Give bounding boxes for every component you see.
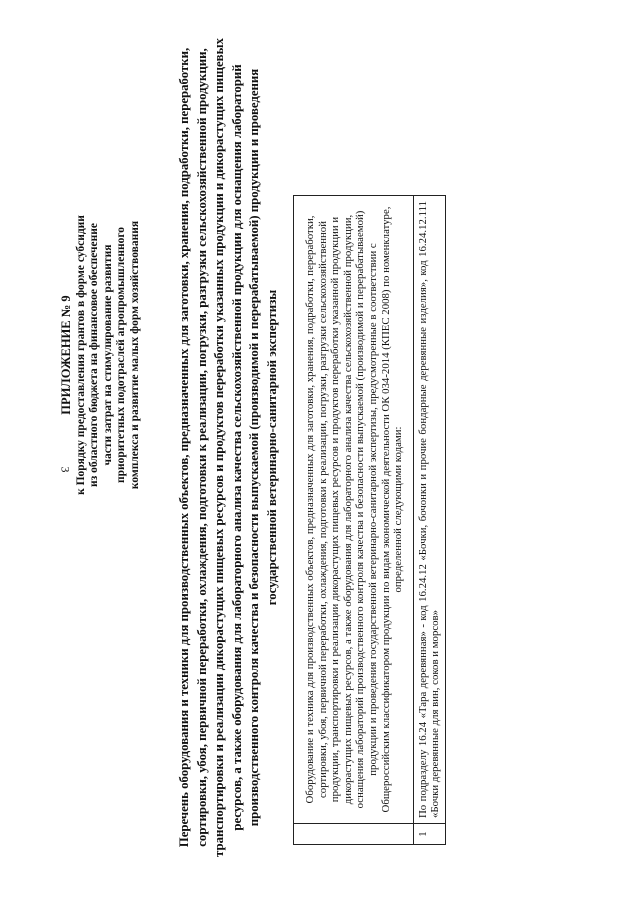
appendix-line: к Порядку предоставления грантов в форме субсидии bbox=[74, 215, 87, 495]
row-text: По подразделу 16.24 «Тара деревянная» - код 16.24.12 «Бочки, бочонки и прочие бондарные деревянные изделия», код 16.24.12.111 «Бочки деревянные для вин, соков и морсов» bbox=[413, 196, 445, 824]
row-number: 1 bbox=[413, 824, 445, 845]
document-heading: Перечень оборудования и техники для производственных объектов, предназначенных для заготовки, хранения, подработки, переработки, сортировки, убоя, первичной переработки, охлаждения, подготовки к реализации, погрузки, разгрузки сельскохозяйственной продукции, транспортировки и реализации дикорастущих пищевых ресурсов и продуктов переработки указанных продукции и дикорастущих пищевых ресурсов, а также оборудования для лабораторного анализа качества сельскохозяйственной продукции для оснащения лабораторий производственного контроля качества и безопасности выпускаемой (производимой и перерабатываемой) продукции и проведения государственной ветеринарно-санитарной экспертизы bbox=[177, 38, 279, 857]
appendix-title: ПРИЛОЖЕНИЕ № 9 bbox=[59, 295, 73, 415]
table-header-cell: Оборудование и техника для производственных объектов, предназначенных для заготовки, хранения, подработки, переработки, сортировки, убоя, первичной переработки, охлаждения, подготовки к реализации, погрузки, разгрузки сельскохозяйственной продукции, транспортировки и реализации дикорастущих пищевых ресурсов и продуктов переработки указанной продукции и дикорастущих пищевых ресурсов, а также оборудования для лабораторного анализа качества сельскохозяйственной продукции, оснащения лабораторий производственного контроля качества и безопасности выпускаемой (производимой и перерабатываемой) продукции и проведения государственной ветеринарно-санитарной экспертизы, предусмотренные в соответствии с Общероссийским классификатором продукции по видам экономической деятельности ОК 034-2014 (КПЕС 2008) по номенклатуре, определенной следующими кодами: bbox=[294, 196, 414, 824]
appendix-line: части затрат на стимулирование развития bbox=[101, 244, 114, 466]
table-row bbox=[413, 196, 445, 845]
equipment-table bbox=[293, 195, 446, 845]
appendix-line: комплекса и развитие малых форм хозяйствования bbox=[128, 220, 141, 490]
table-header-row bbox=[294, 196, 414, 845]
table-header-num-cell bbox=[294, 824, 414, 845]
appendix-block bbox=[60, 35, 143, 675]
appendix-line: приоритетных подотраслей агропромышленного bbox=[115, 226, 128, 484]
page-number: 3 bbox=[58, 466, 73, 473]
appendix-line: из областного бюджета на финансовое обеспечение bbox=[88, 223, 101, 487]
